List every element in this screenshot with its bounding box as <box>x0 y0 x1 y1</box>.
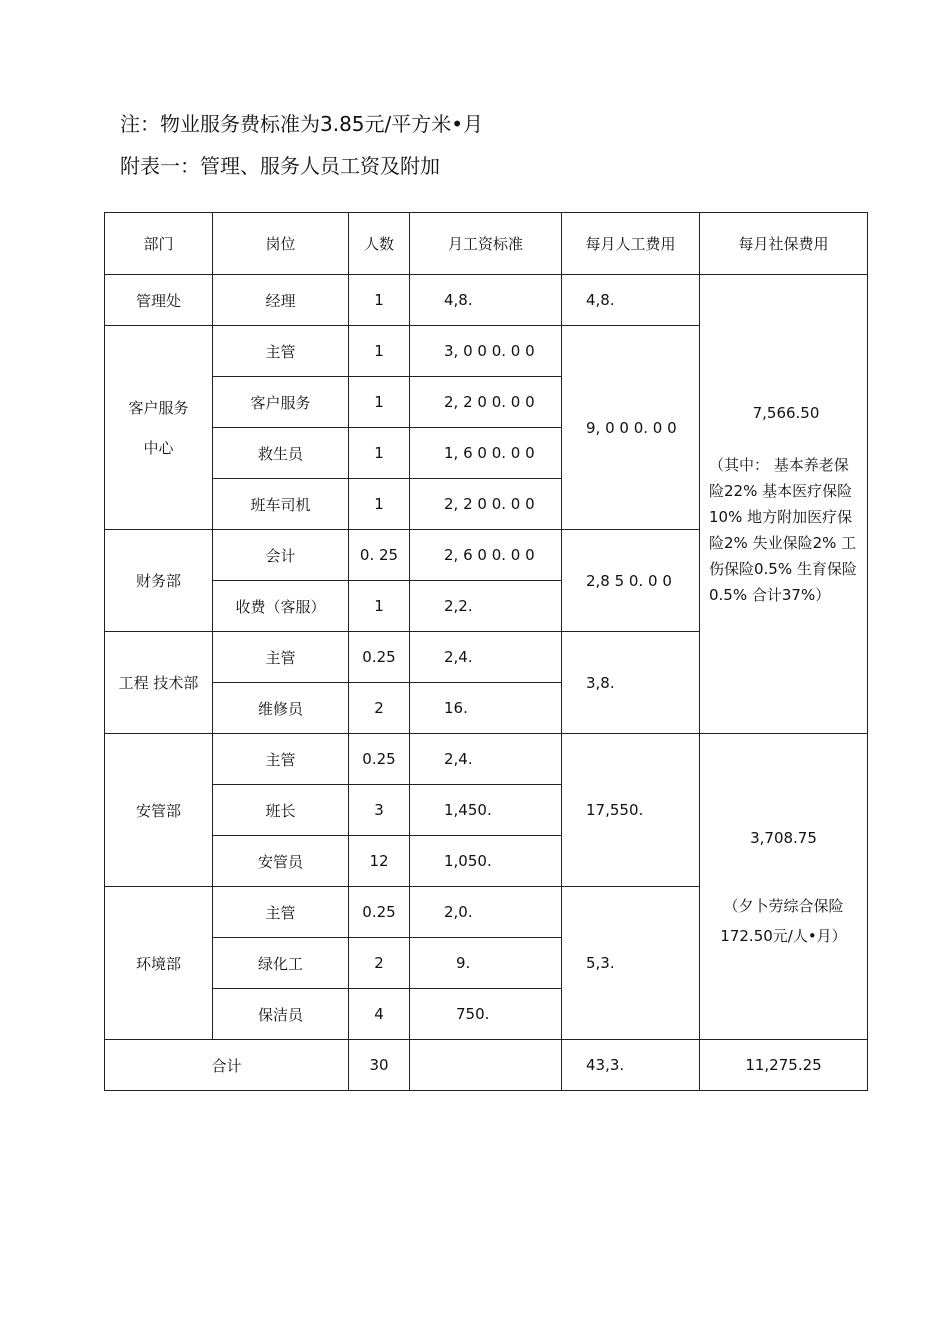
social-insurance-cell-1 <box>700 275 868 734</box>
count-cell: 1 <box>349 479 410 530</box>
labor-cell: 4,8. <box>562 275 700 326</box>
post-cell: 班车司机 <box>213 479 349 530</box>
post-cell: 客户服务 <box>213 377 349 428</box>
count-cell: 4 <box>349 989 410 1040</box>
dept-label-line1: 客户服务 <box>128 398 189 417</box>
count-cell: 1 <box>349 377 410 428</box>
wage-cell: 16. <box>410 683 562 734</box>
total-social: 11,275.25 <box>700 1040 868 1091</box>
post-cell: 主管 <box>213 887 349 938</box>
post-cell: 主管 <box>213 734 349 785</box>
count-cell: 0.25 <box>349 632 410 683</box>
header-social: 每月社保费用 <box>700 213 868 275</box>
header-post: 岗位 <box>213 213 349 275</box>
labor-cell: 5,3. <box>562 887 700 1040</box>
dept-cell: 安管部 <box>105 734 213 887</box>
wage-cell: 2, 6 0 0. 0 0 <box>410 530 562 581</box>
labor-cell: 2,8 5 0. 0 0 <box>562 530 700 632</box>
post-cell: 会计 <box>213 530 349 581</box>
wage-cell: 2,0. <box>410 887 562 938</box>
wage-cell: 2, 2 0 0. 0 0 <box>410 479 562 530</box>
post-cell: 经理 <box>213 275 349 326</box>
count-cell: 2 <box>349 938 410 989</box>
labor-cell: 3,8. <box>562 632 700 734</box>
dept-label-line2: 中心 <box>143 438 174 457</box>
wage-cell: 1, 6 0 0. 0 0 <box>410 428 562 479</box>
wage-cell: 2,4. <box>410 632 562 683</box>
wage-cell: 3, 0 0 0. 0 0 <box>410 326 562 377</box>
post-cell: 主管 <box>213 632 349 683</box>
count-cell: 2 <box>349 683 410 734</box>
wage-cell: 1,050. <box>410 836 562 887</box>
post-cell: 安管员 <box>213 836 349 887</box>
social-note: （夕卜劳综合保险172.50元/人•月） <box>720 896 847 945</box>
wage-cell: 2,4. <box>410 734 562 785</box>
dept-cell: 管理处 <box>105 275 213 326</box>
wage-cell: 750. <box>410 989 562 1040</box>
count-cell: 0.25 <box>349 887 410 938</box>
appendix-title: 附表一：管理、服务人员工资及附加 <box>120 154 440 178</box>
post-cell: 绿化工 <box>213 938 349 989</box>
total-wage <box>410 1040 562 1091</box>
post-cell: 救生员 <box>213 428 349 479</box>
count-cell: 1 <box>349 275 410 326</box>
count-cell: 1 <box>349 326 410 377</box>
count-cell: 1 <box>349 581 410 632</box>
wage-cell: 4,8. <box>410 275 562 326</box>
header-wage: 月工资标准 <box>410 213 562 275</box>
count-cell: 3 <box>349 785 410 836</box>
social-amount: 3,708.75 <box>750 828 817 847</box>
post-cell: 保洁员 <box>213 989 349 1040</box>
social-amount: 7,566.50 <box>752 404 820 422</box>
count-cell: 0. 25 <box>349 530 410 581</box>
wage-table <box>104 212 868 1091</box>
wage-cell: 9. <box>410 938 562 989</box>
table-row <box>105 734 868 785</box>
dept-cell <box>105 326 213 530</box>
labor-cell: 9, 0 0 0. 0 0 <box>562 326 700 530</box>
total-labor: 43,3. <box>562 1040 700 1091</box>
wage-cell: 2, 2 0 0. 0 0 <box>410 377 562 428</box>
table-row <box>105 275 868 326</box>
labor-cell: 17,550. <box>562 734 700 887</box>
header-dept: 部门 <box>105 213 213 275</box>
post-cell: 维修员 <box>213 683 349 734</box>
count-cell: 1 <box>349 428 410 479</box>
count-cell: 0.25 <box>349 734 410 785</box>
header-labor: 每月人工费用 <box>562 213 700 275</box>
post-cell: 收费（客服） <box>213 581 349 632</box>
dept-cell: 财务部 <box>105 530 213 632</box>
fee-standard-note: 注：物业服务费标准为3.85元/平方米•月 <box>120 112 484 136</box>
wage-cell: 2,2. <box>410 581 562 632</box>
dept-cell: 工程 技术部 <box>105 632 213 734</box>
count-cell: 12 <box>349 836 410 887</box>
header-count: 人数 <box>349 213 410 275</box>
total-label: 合计 <box>105 1040 349 1091</box>
total-row <box>105 1040 868 1091</box>
social-note: （其中： 基本养老保险22% 基本医疗保险10% 地方附加医疗保险2% 失业保险2% 工伤保险0.5% 生育保险0.5% 合计37%） <box>709 456 857 604</box>
dept-cell: 环境部 <box>105 887 213 1040</box>
table-header-row <box>105 213 868 275</box>
total-count: 30 <box>349 1040 410 1091</box>
social-insurance-cell-2 <box>700 734 868 1040</box>
post-cell: 班长 <box>213 785 349 836</box>
wage-cell: 1,450. <box>410 785 562 836</box>
post-cell: 主管 <box>213 326 349 377</box>
